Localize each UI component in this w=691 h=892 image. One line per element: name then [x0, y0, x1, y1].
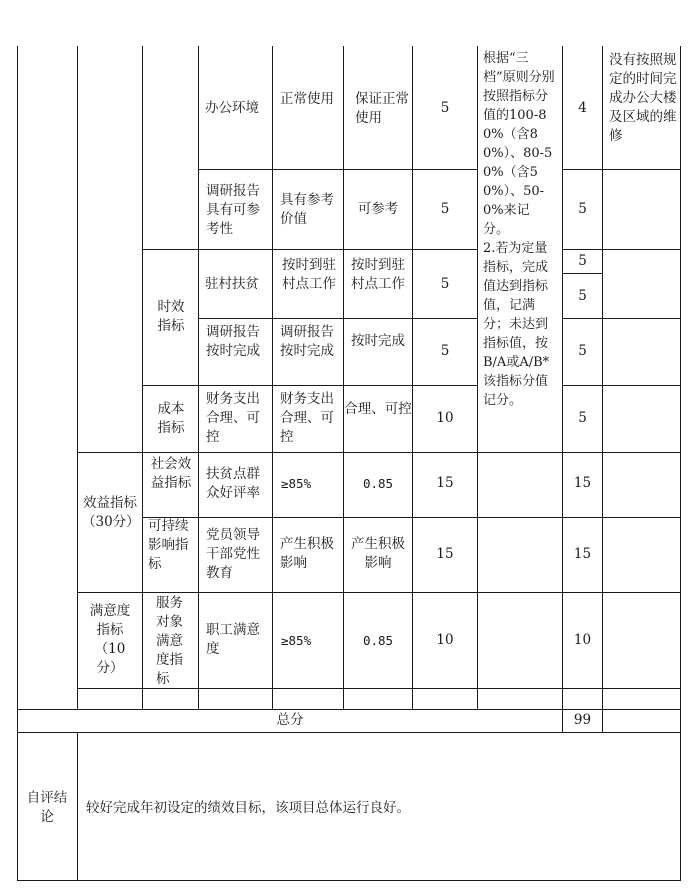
grid-line	[602, 46, 603, 733]
weight-value: 5	[440, 276, 450, 292]
target-value: ≥85%	[281, 476, 312, 491]
satisfaction-sub-category: 服务对象满意度指标	[156, 595, 183, 687]
score-value: 5	[578, 288, 587, 304]
grid-line	[562, 169, 602, 170]
indicator-name: 办公环境	[205, 100, 259, 116]
grid-line	[412, 46, 413, 710]
grid-line	[17, 732, 681, 733]
grid-line	[198, 169, 477, 170]
target-value: 按时到驻村点工作	[282, 257, 336, 292]
actual-value: 按时完成	[351, 333, 405, 349]
score-value: 4	[578, 100, 587, 116]
grid-line	[272, 46, 273, 710]
score-value: 5	[578, 253, 587, 269]
indicator-name: 职工满意度	[206, 622, 260, 657]
total-label: 总分	[276, 712, 304, 728]
score-value: 15	[573, 546, 592, 562]
target-value: 财务支出合理、可控	[280, 391, 334, 445]
actual-value: 可参考	[357, 201, 399, 217]
actual-value: 按时到驻村点工作	[351, 257, 405, 292]
grid-line	[477, 46, 478, 710]
weight-value: 5	[440, 343, 450, 359]
indicator-name: 财务支出合理、可控	[206, 391, 260, 445]
score-value: 5	[578, 410, 587, 426]
indicator-name: 驻村扶贫	[205, 276, 259, 292]
grid-line	[77, 46, 78, 710]
actual-value: 产生积极影响	[351, 536, 405, 571]
sustain-category: 可持续影响指标	[148, 518, 189, 572]
grid-line	[17, 46, 18, 881]
target-value: 调研报告按时完成	[280, 324, 334, 359]
grid-line	[562, 46, 563, 733]
conclusion-text: 较好完成年初设定的绩效目标，该项目总体运行良好。	[86, 800, 410, 816]
grid-line	[17, 709, 681, 710]
grid-line	[198, 46, 199, 710]
target-value: 产生积极影响	[280, 536, 334, 571]
actual-value: 合理、可控	[344, 401, 412, 417]
target-value: 具有参考价值	[280, 192, 334, 227]
satisfaction-category: 满意度指标（10分）	[89, 603, 131, 676]
grid-line	[562, 385, 681, 386]
indicator-name: 扶贫点群众好评率	[206, 466, 260, 501]
weight-value: 15	[436, 546, 454, 562]
cost-category: 成本指标	[157, 401, 185, 436]
score-value: 10	[573, 632, 592, 648]
actual-value: 保证正常使用	[355, 91, 409, 126]
grid-line	[562, 273, 602, 274]
indicator-name: 调研报告具有可参考性	[206, 183, 260, 237]
grid-line	[343, 46, 344, 710]
score-value: 15	[573, 475, 592, 491]
grid-line	[77, 592, 681, 593]
grid-line	[680, 46, 681, 881]
total-score: 99	[573, 712, 592, 728]
indicator-name: 调研报告按时完成	[206, 324, 260, 359]
grid-line	[562, 249, 681, 250]
actual-value: 0.85	[362, 476, 394, 491]
score-value: 5	[578, 201, 587, 217]
grid-line	[142, 46, 143, 710]
score-value: 5	[578, 343, 587, 359]
timeliness-category: 时效指标	[157, 299, 185, 334]
weight-value: 15	[436, 475, 454, 491]
target-value: 正常使用	[280, 91, 334, 107]
grid-line	[142, 249, 477, 250]
grid-line	[603, 169, 681, 170]
grid-line	[17, 880, 681, 881]
weight-value: 10	[436, 632, 454, 648]
weight-value: 5	[440, 201, 450, 217]
actual-value: 0.85	[362, 633, 394, 648]
social-benefit-category: 社会效益指标	[150, 456, 192, 491]
indicator-name: 党员领导干部党性教育	[206, 527, 260, 581]
deduction-reason: 没有按照规定的时间完成办公大楼及区域的维修	[609, 52, 677, 144]
weight-value: 10	[436, 410, 454, 426]
conclusion-label: 自评结论	[26, 790, 68, 825]
benefit-category: 效益指标（30分）	[82, 495, 140, 530]
scoring-rule: 根据“三档”原则分别按照指标分值的100-80%（含80%）、80-50%（含50%）、50-0%来记分。 2.若为定量指标，完成值达到指标值，记满分；未达到指标值，按B/A或A/B*该指标分值记分。	[483, 51, 555, 408]
grid-line	[198, 318, 477, 319]
weight-value: 5	[440, 100, 450, 116]
grid-line	[77, 732, 78, 881]
grid-line	[77, 452, 681, 453]
grid-line	[142, 385, 477, 386]
target-value: ≥85%	[281, 633, 312, 648]
grid-line	[562, 318, 681, 319]
